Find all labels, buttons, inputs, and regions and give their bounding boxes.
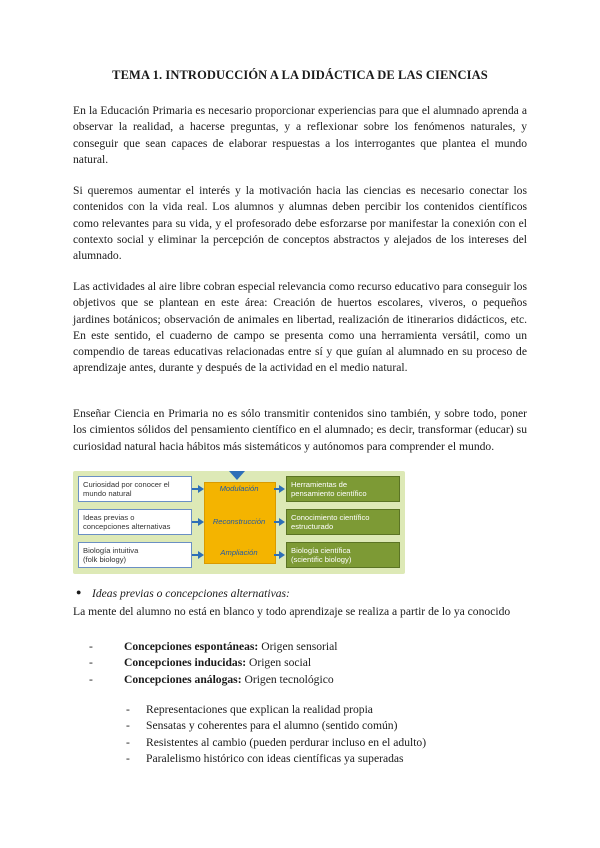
- diagram-right-box-1: [286, 476, 400, 502]
- diagram-right-1-line2: pensamiento científico: [291, 489, 367, 498]
- diagram-left-box-2: [78, 509, 192, 535]
- bullet-icon: ●: [76, 587, 82, 597]
- paragraph-2: Si queremos aumentar el interés y la motivación hacia las ciencias es necesario conectar los contenidos con la vida real. Los alumnos y alumnas deben percibir los contenidos científicos como relevantes para su vida, y el profesorado debe esforzarse por manifestar la conexión con el contexto social y eliminar la percepción de conceptos abstractos y alejados de los intereses del alumnado.: [73, 184, 527, 263]
- paragraph-4: Enseñar Ciencia en Primaria no es sólo transmitir contenidos sino también, y sobre todo, poner los cimientos sólidos del pensamiento científico en el alumnado; es decir, transformar (educar) su curiosidad natural hacia hábitos más sistemáticos y autónomos para comprender el mundo.: [73, 407, 527, 453]
- concepcion-label: Concepciones espontáneas:: [124, 640, 259, 653]
- diagram-right-box-3: [286, 542, 400, 568]
- list-item: [126, 718, 426, 734]
- diagram-right-2-line2: estructurado: [291, 522, 334, 531]
- list-item: [126, 735, 426, 751]
- learning-diagram: [73, 471, 405, 574]
- list-item: [126, 702, 426, 718]
- arrow-right-icon: [274, 521, 283, 523]
- arrow-right-icon: [274, 488, 283, 490]
- dash-marker: -: [126, 735, 130, 749]
- caracteristica-text: Representaciones que explican la realidad propia: [146, 703, 373, 716]
- diagram-left-3-line2: (folk biology): [83, 555, 127, 564]
- diagram-left-1-line2: mundo natural: [83, 489, 132, 498]
- diagram-left-box-3: [78, 542, 192, 568]
- diagram-left-1-line1: Curiosidad por conocer el: [83, 480, 170, 489]
- caracteristica-text: Sensatas y coherentes para el alumno (sentido común): [146, 719, 398, 733]
- concepcion-text: Origen tecnológico: [241, 672, 334, 686]
- concepciones-list: [89, 639, 338, 688]
- diagram-right-box-2: [286, 509, 400, 535]
- down-arrow-icon: [229, 471, 245, 480]
- list-item: [89, 639, 338, 655]
- diagram-center-label-1: Modulación: [219, 484, 259, 493]
- arrow-right-icon: [192, 521, 202, 523]
- diagram-left-2-line1: Ideas previas o: [83, 513, 135, 522]
- caracteristica-text: Paralelismo histórico con ideas científicas ya superadas: [146, 751, 404, 765]
- arrow-right-icon: [192, 488, 202, 490]
- diagram-left-3-line1: Biología intuitiva: [83, 546, 139, 555]
- concepcion-label: Concepciones inducidas:: [124, 656, 247, 670]
- list-item: [126, 751, 426, 767]
- dash-marker: -: [89, 656, 93, 670]
- list-item: [89, 655, 338, 671]
- arrow-right-icon: [192, 554, 202, 556]
- paragraph-3: Las actividades al aire libre cobran especial relevancia como recurso educativo para conseguir los objetivos que se plantean en este área: Creación de huertos escolares, viveros, o pequeños jardines botánicos; observación de animales en libertad, realización de itinerarios didácticos, etc. En este sentido, el cuaderno de campo se presenta como una herramienta versátil, como un compendio de tareas educativas relacionadas entre sí y que guían al alumnado en su proceso de aprendizaje antes, durante y después de la actividad en el medio natural.: [73, 280, 527, 375]
- bullet-heading: [76, 587, 290, 600]
- concepcion-text: Origen social: [246, 656, 312, 670]
- diagram-right-2-line1: Conocimiento científico: [291, 513, 370, 522]
- dash-marker: -: [89, 672, 93, 686]
- diagram-right-1-line1: Herramientas de: [291, 480, 348, 489]
- paragraph-1: En la Educación Primaria es necesario proporcionar experiencias para que el alumnado aprenda a observar la realidad, a hacerse preguntas, y a reflexionar sobre los fenómenos naturales, y conseguir que sean capaces de elaborar respuestas a los interrogantes que plantea el mundo natural.: [73, 104, 527, 166]
- diagram-right-3-line2: (scientific biology): [291, 555, 352, 564]
- diagram-left-box-1: [78, 476, 192, 502]
- dash-marker: -: [126, 719, 130, 733]
- dash-marker: -: [126, 751, 130, 765]
- diagram-center-label-3: Ampliación: [220, 548, 258, 557]
- diagram-right-3-line1: Biología científica: [291, 546, 351, 555]
- arrow-right-icon: [274, 554, 283, 556]
- caracteristicas-list: [126, 702, 426, 767]
- diagram-center-label-2: Reconstrucción: [212, 517, 266, 526]
- dash-marker: -: [89, 640, 93, 653]
- page-title: TEMA 1. INTRODUCCIÓN A LA DIDÁCTICA DE LAS CIENCIAS: [112, 68, 488, 82]
- bullet-heading-text: Ideas previas o concepciones alternativas:: [92, 587, 290, 600]
- diagram-left-2-line2: concepciones alternativas: [83, 522, 171, 531]
- dash-marker: -: [126, 703, 130, 716]
- paragraph-5: La mente del alumno no está en blanco y todo aprendizaje se realiza a partir de lo ya conocido: [73, 605, 511, 618]
- caracteristica-text: Resistentes al cambio (pueden perdurar incluso en el adulto): [146, 735, 427, 749]
- concepcion-text: Origen sensorial: [258, 640, 338, 653]
- list-item: [89, 672, 338, 688]
- concepcion-label: Concepciones análogas:: [124, 672, 242, 686]
